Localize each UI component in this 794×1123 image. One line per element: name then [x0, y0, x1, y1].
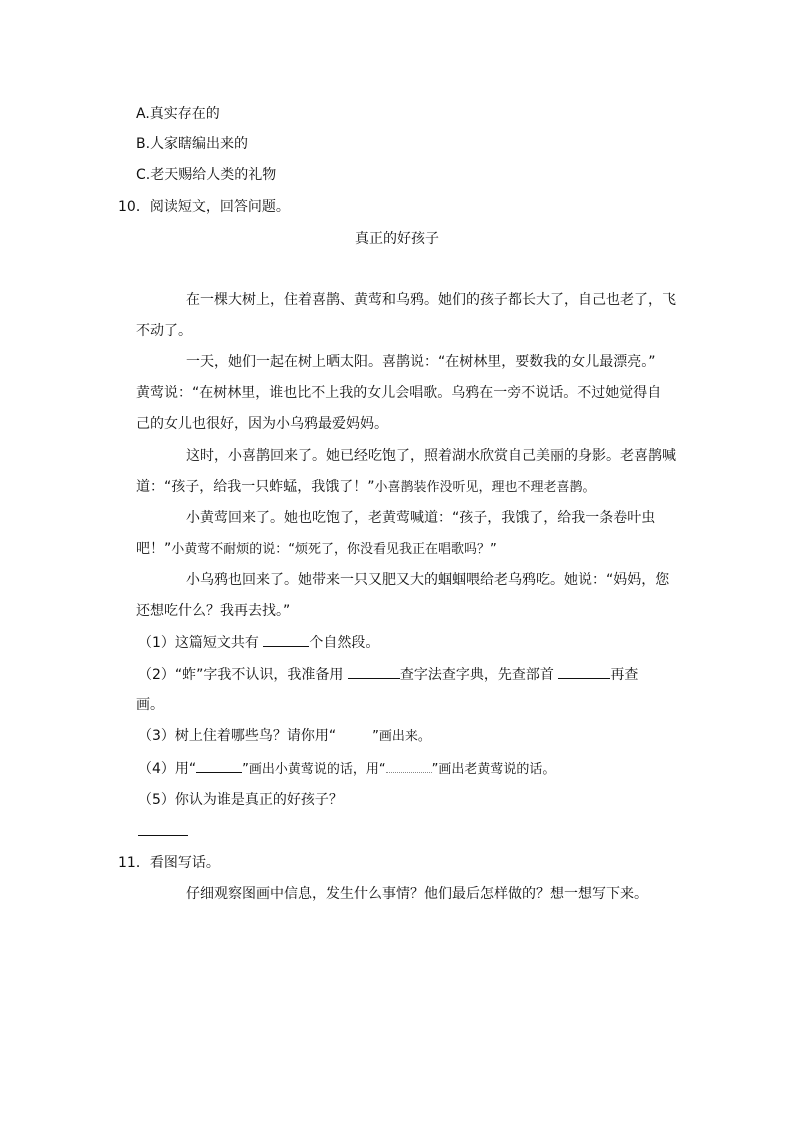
subquestion-3	[138, 726, 431, 747]
paragraph-2-line-2: 黄莺说：“在树林里，谁也比不上我的女儿会唱歌。乌鸦在一旁不说话。不过她觉得自	[136, 385, 662, 401]
paragraph-2-line-3: 己的女儿也很好，因为小乌鸦最爱妈妈。	[136, 416, 388, 432]
paragraph-1-line-1: 在一棵大树上，住着喜鹊、黄莺和乌鸦。她们的孩子都长大了，自己也老了，飞	[186, 292, 676, 308]
subquestion-4-text-a: （4）用“	[138, 761, 197, 777]
option-c: C.老天赐给人类的礼物	[136, 167, 277, 183]
paragraph-2-line-1: 一天，她们一起在树上晒太阳。喜鹊说：“在树林里，要数我的女儿最漂亮。”	[186, 354, 656, 370]
answer-blank[interactable]	[138, 823, 188, 836]
subquestion-3-text-a: （3）树上住着哪些鸟？请你用“	[138, 728, 337, 744]
answer-blank[interactable]	[558, 664, 610, 679]
answer-blank[interactable]	[348, 664, 400, 679]
subquestion-5: （5）你认为谁是真正的好孩子？	[138, 792, 343, 808]
option-b: B.人家瞎编出来的	[136, 136, 249, 152]
question-11	[118, 853, 220, 873]
subquestion-2-line-2: 画。	[136, 697, 164, 713]
subquestion-4-text-c: ”画出老黄莺说的话。	[431, 762, 556, 777]
paragraph-3-text-b: 小喜鹊装作没听见，理也不理老喜鹊。	[374, 480, 596, 495]
question-prompt: 阅读短文，回答问题。	[149, 199, 290, 215]
question-11-instruction: 仔细观察图画中信息，发生什么事情？他们最后怎样做的？想一想写下来。	[186, 886, 648, 902]
question-number: 11．	[118, 855, 150, 871]
straight-underline-sample	[196, 758, 242, 773]
answer-blank[interactable]	[263, 632, 309, 647]
paragraph-1-line-2: 不动了。	[136, 323, 192, 339]
paragraph-3-text-a: 道：“孩子，给我一只蚱蜢，我饿了！”	[136, 479, 375, 495]
paragraph-5-line-2: 还想吃什么？我再去找。”	[136, 603, 291, 619]
wavy-underline-sample	[386, 758, 432, 773]
paragraph-5-line-1: 小乌鸦也回来了。她带来一只又肥又大的蝈蝈喂给老乌鸦吃。她说：“妈妈，您	[186, 572, 670, 588]
subquestion-2	[138, 664, 638, 685]
paragraph-4-text-b: 小黄莺不耐烦的说：“烦死了，你没看见我正在唱歌吗？”	[171, 542, 497, 557]
subquestion-4	[138, 758, 555, 780]
subquestion-3-text-b: ”画出来。	[372, 729, 431, 744]
subquestion-2-text-a: （2）“蚱”字我不认识，我准备用	[138, 667, 348, 683]
question-10	[118, 197, 290, 217]
subquestion-1-text-b: 个自然段。	[309, 635, 380, 651]
paragraph-3-line-1: 这时，小喜鹊回来了。她已经吃饱了，照着湖水欣赏自己美丽的身影。老喜鹊喊	[186, 448, 676, 464]
subquestion-1-text-a: （1）这篇短文共有	[138, 635, 264, 651]
subquestion-1	[138, 632, 379, 653]
paragraph-4-text-a: 吧！”	[136, 541, 172, 557]
question-prompt: 看图写话。	[149, 855, 220, 871]
paragraph-3-line-2	[136, 477, 676, 498]
option-a: A.真实存在的	[136, 106, 220, 122]
paragraph-4-line-1: 小黄莺回来了。她也吃饱了，老黄莺喊道：“孩子，我饿了，给我一条卷叶虫	[186, 510, 656, 526]
subquestion-2-text-b: 查字法查字典，先查部首	[399, 667, 559, 683]
story-title: 真正的好孩子	[355, 231, 439, 247]
subquestion-2-text-c: 再查	[610, 667, 639, 683]
paragraph-4-line-2	[136, 539, 676, 560]
question-number: 10．	[118, 199, 150, 215]
subquestion-4-text-b: ”画出小黄莺说的话，用“	[242, 762, 386, 777]
